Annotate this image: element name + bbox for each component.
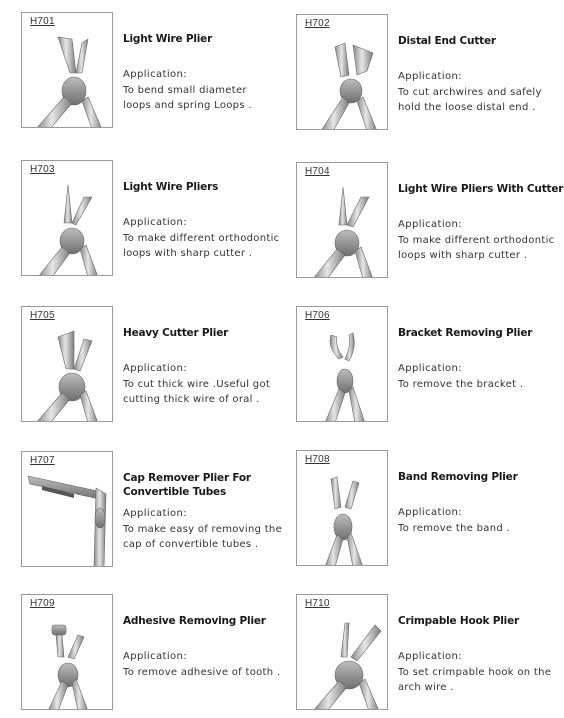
pliers-icon xyxy=(297,451,388,566)
application-label: Application: xyxy=(398,219,463,230)
product-code: H708 xyxy=(305,454,330,465)
product-card xyxy=(296,14,564,158)
product-card xyxy=(21,306,303,450)
product-card xyxy=(296,162,564,306)
product-image xyxy=(296,14,388,130)
application-label: Application: xyxy=(398,651,463,662)
product-image xyxy=(21,160,113,276)
product-title: Cap Remover Plier For Convertible Tubes xyxy=(123,472,251,498)
product-image xyxy=(296,450,388,566)
product-image xyxy=(21,12,113,128)
product-title: Distal End Cutter xyxy=(398,35,496,47)
pliers-icon xyxy=(297,163,388,278)
application-text: To bend small diameter loops and spring Loops . xyxy=(123,85,252,111)
pliers-icon xyxy=(297,595,388,710)
product-card xyxy=(296,306,564,450)
application-label: Application: xyxy=(123,69,188,80)
product-code: H703 xyxy=(30,164,55,175)
product-title: Crimpable Hook Plier xyxy=(398,615,519,627)
application-text: To remove adhesive of tooth . xyxy=(123,667,281,678)
product-code: H704 xyxy=(305,166,330,177)
application-text: To cut archwires and safely hold the loose distal end . xyxy=(398,87,542,113)
product-card xyxy=(296,450,564,594)
pliers-icon xyxy=(297,15,388,130)
pliers-icon xyxy=(22,13,113,128)
pliers-icon xyxy=(297,307,388,422)
pliers-icon xyxy=(22,452,113,567)
pliers-icon xyxy=(22,595,113,710)
product-card xyxy=(296,594,564,718)
product-title: Bracket Removing Plier xyxy=(398,327,533,339)
product-code: H710 xyxy=(305,598,330,609)
product-title: Light Wire Pliers xyxy=(123,181,219,193)
product-card xyxy=(21,160,303,304)
product-title: Heavy Cutter Plier xyxy=(123,327,229,339)
product-image xyxy=(296,306,388,422)
pliers-icon xyxy=(22,161,113,276)
product-code: H702 xyxy=(305,18,330,29)
pliers-icon xyxy=(22,307,113,422)
product-title: Light Wire Pliers With Cutter xyxy=(398,183,564,195)
product-title: Adhesive Removing Plier xyxy=(123,615,266,627)
application-label: Application: xyxy=(123,651,188,662)
application-text: To set crimpable hook on the arch wire . xyxy=(398,667,552,693)
application-text: To make different orthodontic loops with sharp cutter . xyxy=(398,235,555,261)
application-label: Application: xyxy=(123,363,188,374)
product-image xyxy=(21,594,113,710)
product-image xyxy=(21,306,113,422)
application-label: Application: xyxy=(123,217,188,228)
product-code: H706 xyxy=(305,310,330,321)
application-text: To remove the band . xyxy=(398,523,510,534)
product-image xyxy=(296,162,388,278)
product-code: H709 xyxy=(30,598,55,609)
application-label: Application: xyxy=(123,508,188,519)
application-label: Application: xyxy=(398,507,463,518)
product-title: Light Wire Plier xyxy=(123,33,213,45)
application-label: Application: xyxy=(398,363,463,374)
product-image xyxy=(21,451,113,567)
product-card xyxy=(21,594,303,718)
application-text: To make different orthodontic loops with sharp cutter . xyxy=(123,233,280,259)
product-card xyxy=(21,12,303,156)
application-text: To cut thick wire .Useful got cutting thick wire of oral . xyxy=(123,379,271,405)
application-text: To make easy of removing the cap of convertible tubes . xyxy=(123,524,283,550)
product-code: H705 xyxy=(30,310,55,321)
application-text: To remove the bracket . xyxy=(398,379,524,390)
application-label: Application: xyxy=(398,71,463,82)
product-card xyxy=(21,451,303,595)
product-code: H707 xyxy=(30,455,55,466)
product-title: Band Removing Plier xyxy=(398,471,518,483)
product-image xyxy=(296,594,388,710)
product-code: H701 xyxy=(30,16,55,27)
